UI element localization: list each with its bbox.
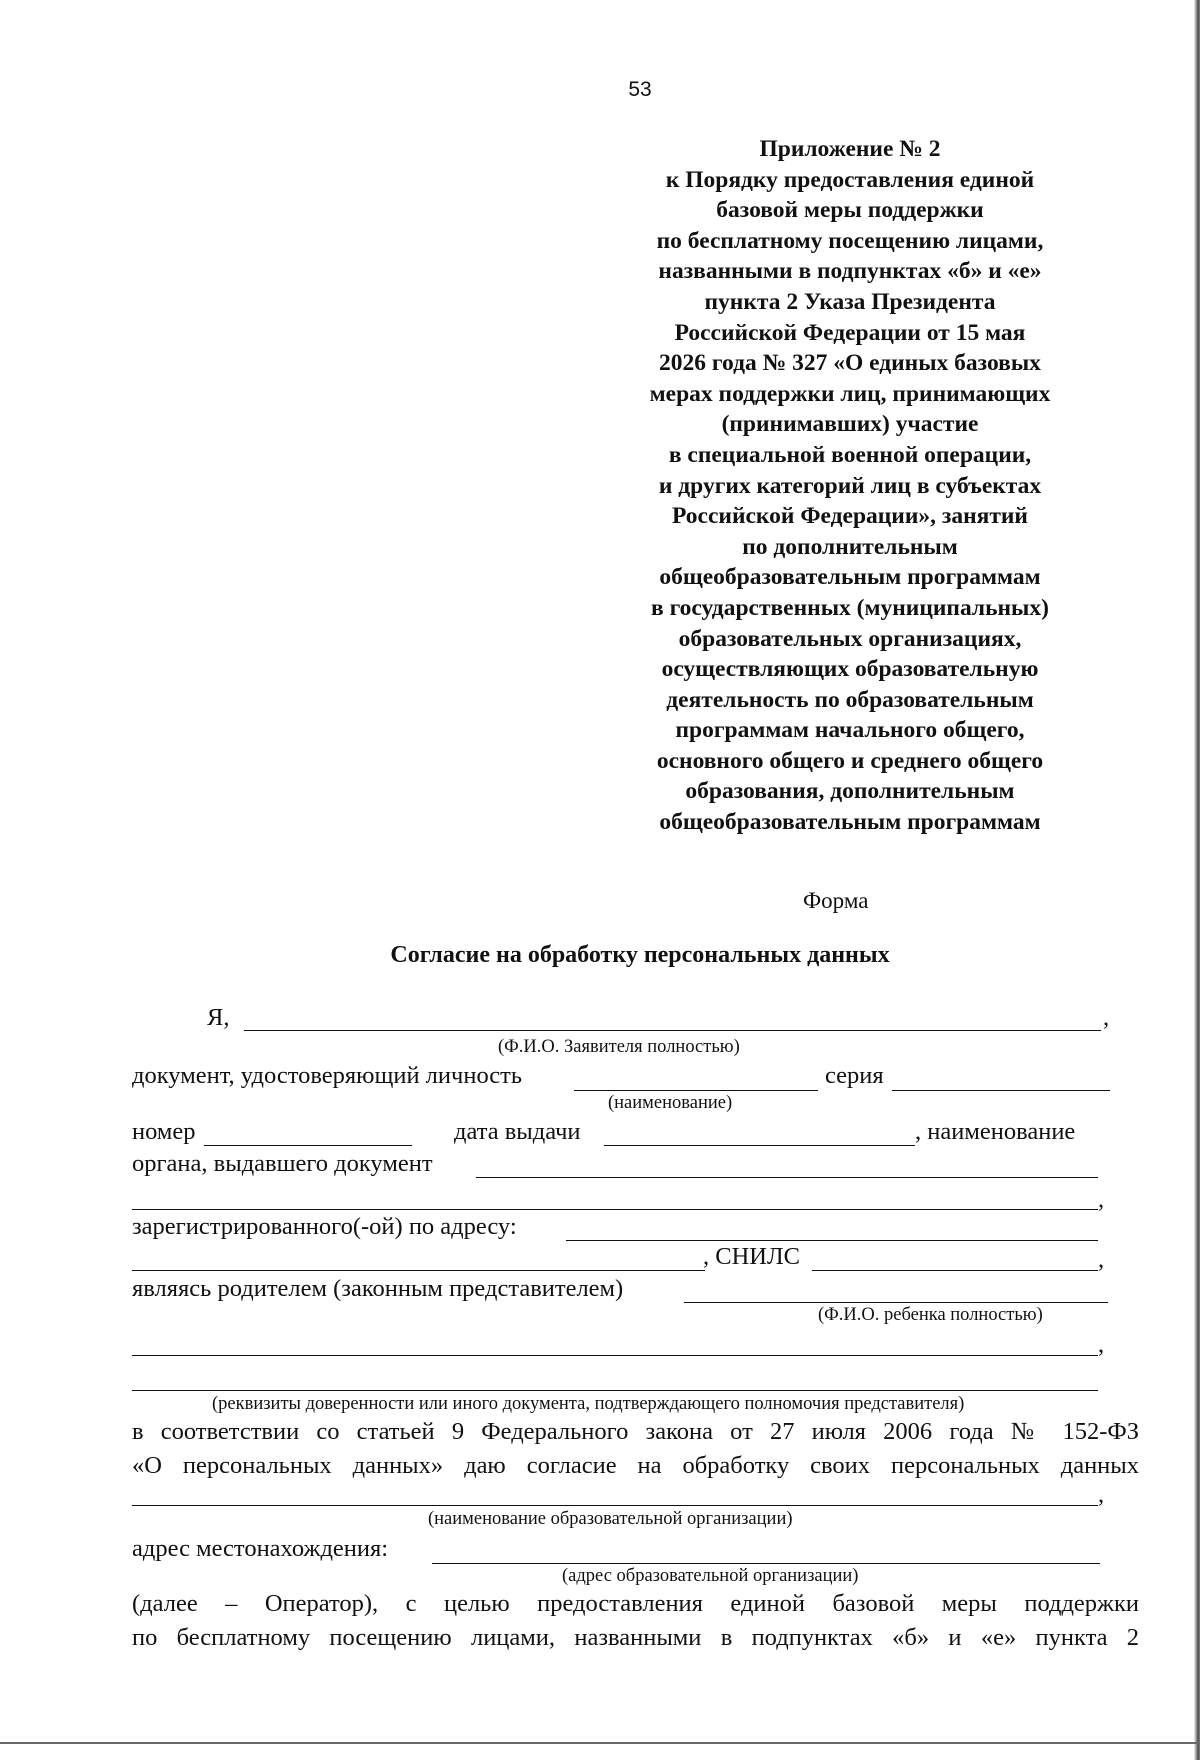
appendix-line: мерах поддержки лиц, принимающих: [649, 380, 1051, 407]
appendix-line: по бесплатному посещению лицами,: [656, 227, 1044, 254]
comma: ,: [1098, 1246, 1105, 1273]
proxy-document-field[interactable]: [132, 1390, 1098, 1391]
org-address-hint: (адрес образовательной организации): [562, 1566, 859, 1586]
child-fio-field-continued[interactable]: [132, 1355, 1098, 1356]
applicant-fio-field[interactable]: [244, 1030, 1101, 1031]
name-label: , наименование: [915, 1118, 1076, 1145]
organization-address-field[interactable]: [432, 1563, 1100, 1564]
scan-bottom-edge: [0, 1742, 1200, 1744]
comma: ,: [1103, 1004, 1110, 1031]
appendix-line: (принимавших) участие: [721, 411, 979, 438]
issue-date-label: дата выдачи: [454, 1118, 581, 1145]
snils-label: , СНИЛС: [703, 1243, 800, 1270]
comma: ,: [1098, 1331, 1105, 1358]
snils-field[interactable]: [812, 1270, 1098, 1271]
page-number: 53: [628, 78, 652, 101]
doc-name-field[interactable]: [574, 1090, 818, 1091]
child-fio-hint: (Ф.И.О. ребенка полностью): [818, 1305, 1043, 1325]
fio-hint: (Ф.И.О. Заявителя полностью): [498, 1037, 740, 1057]
appendix-line: и других категорий лиц в субъектах: [658, 472, 1042, 499]
address-label: зарегистрированного(-ой) по адресу:: [132, 1213, 517, 1240]
appendix-line: в государственных (муниципальных): [651, 594, 1049, 621]
appendix-line: Приложение № 2: [759, 136, 941, 162]
comma: ,: [1098, 1481, 1105, 1508]
ya-label: Я,: [207, 1004, 230, 1031]
organization-name-field[interactable]: [132, 1505, 1098, 1506]
series-label: серия: [825, 1062, 884, 1089]
appendix-header: [590, 134, 1110, 838]
proxy-hint: (реквизиты доверенности или иного документа, подтверждающего полномочия представителя): [212, 1394, 965, 1414]
operator-text-line-2: по бесплатному посещению лицами, названными в подпунктах «б» и «е» пункта 2: [132, 1624, 1139, 1651]
law-text-line-2: «О персональных данных» даю согласие на обработку своих персональных данных: [132, 1452, 1139, 1479]
appendix-line: основного общего и среднего общего: [656, 747, 1044, 774]
doc-label: документ, удостоверяющий личность: [132, 1062, 523, 1089]
operator-text-line-1: (далее – Оператор), с целью предоставления единой базовой меры поддержки: [132, 1590, 1139, 1617]
appendix-line: названными в подпунктах «б» и «е»: [658, 258, 1042, 285]
appendix-line: Российской Федерации от 15 мая: [674, 319, 1026, 346]
scan-edge: [1194, 0, 1200, 1760]
location-label: адрес местонахождения:: [132, 1535, 389, 1562]
appendix-line: общеобразовательным программам: [659, 809, 1041, 836]
appendix-line: пункта 2 Указа Президента: [704, 288, 996, 315]
appendix-line: образования, дополнительным: [685, 778, 1015, 805]
appendix-line: деятельность по образовательным: [666, 686, 1034, 713]
document-title: Согласие на обработку персональных данных: [390, 942, 890, 968]
issuer-field[interactable]: [476, 1177, 1098, 1178]
appendix-line: базовой меры поддержки: [716, 197, 984, 224]
appendix-line: к Порядку предоставления единой: [665, 166, 1035, 193]
appendix-line: по дополнительным: [742, 533, 958, 560]
appendix-line: 2026 года № 327 «О единых базовых: [659, 350, 1041, 377]
appendix-line: в специальной военной операции,: [668, 441, 1032, 468]
parent-label: являясь родителем (законным представителем): [132, 1275, 624, 1302]
doc-name-hint: (наименование): [608, 1093, 733, 1113]
address-field[interactable]: [566, 1240, 1098, 1241]
address-field-continued[interactable]: [132, 1270, 705, 1271]
appendix-line: образовательных организациях,: [678, 625, 1022, 652]
appendix-line: общеобразовательным программам: [659, 564, 1041, 591]
issue-date-field[interactable]: [604, 1145, 915, 1146]
org-hint: (наименование образовательной организации): [428, 1509, 793, 1529]
number-field[interactable]: [204, 1145, 412, 1146]
issuer-field-continued[interactable]: [132, 1209, 1098, 1210]
form-label: Форма: [803, 888, 869, 913]
appendix-line: Российской Федерации», занятий: [672, 503, 1028, 530]
law-text-line-1: в соответствии со статьей 9 Федерального закона от 27 июля 2006 года № 152-ФЗ: [132, 1418, 1139, 1445]
child-fio-field[interactable]: [684, 1302, 1108, 1303]
number-label: номер: [132, 1118, 196, 1145]
appendix-line: осуществляющих образовательную: [661, 656, 1039, 683]
comma: ,: [1098, 1186, 1105, 1213]
appendix-line: программам начального общего,: [675, 717, 1025, 744]
series-field[interactable]: [892, 1090, 1110, 1091]
issuer-label: органа, выдавшего документ: [132, 1150, 433, 1177]
